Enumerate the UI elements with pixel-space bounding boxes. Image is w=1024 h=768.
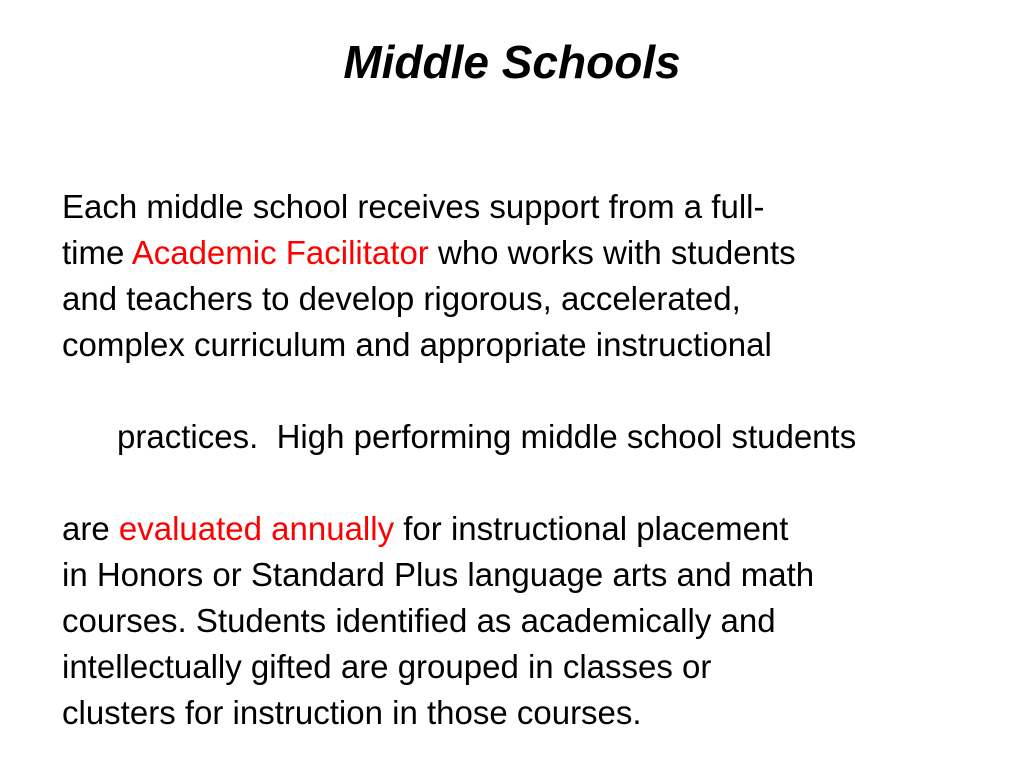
paragraph-line [62,598,962,644]
text-run: practices. High performing middle school students [117,418,857,455]
paragraph-line [62,184,962,230]
paragraph-line [62,230,962,276]
text-run: who works with students [428,234,796,271]
paragraph-line [62,276,962,322]
text-run: in Honors or Standard Plus language arts and math [62,556,815,593]
paragraph-line [62,368,962,506]
text-run: intellectually gifted are grouped in classes or [62,648,712,685]
paragraph-line [62,552,962,598]
text-run: clusters for instruction in those courses. [62,694,642,731]
text-run: courses. Students identified as academically and [62,602,776,639]
highlighted-term-evaluated-annually: evaluated annually [118,510,395,547]
paragraph-line [62,644,962,690]
paragraph-line [62,506,962,552]
highlighted-term-academic-facilitator: Academic Facilitator [131,234,429,271]
text-run: time [62,234,132,271]
paragraph-line [62,690,962,736]
text-run: and teachers to develop rigorous, accelerated, [62,280,741,317]
slide-body-paragraph [62,184,962,736]
text-run: Each middle school receives support from a full- [62,188,765,225]
slide-title: Middle Schools [343,36,681,88]
paragraph-line [62,322,962,368]
text-run: complex curriculum and appropriate instructional [62,326,772,363]
text-run: are [62,510,119,547]
text-run: for instructional placement [394,510,789,547]
